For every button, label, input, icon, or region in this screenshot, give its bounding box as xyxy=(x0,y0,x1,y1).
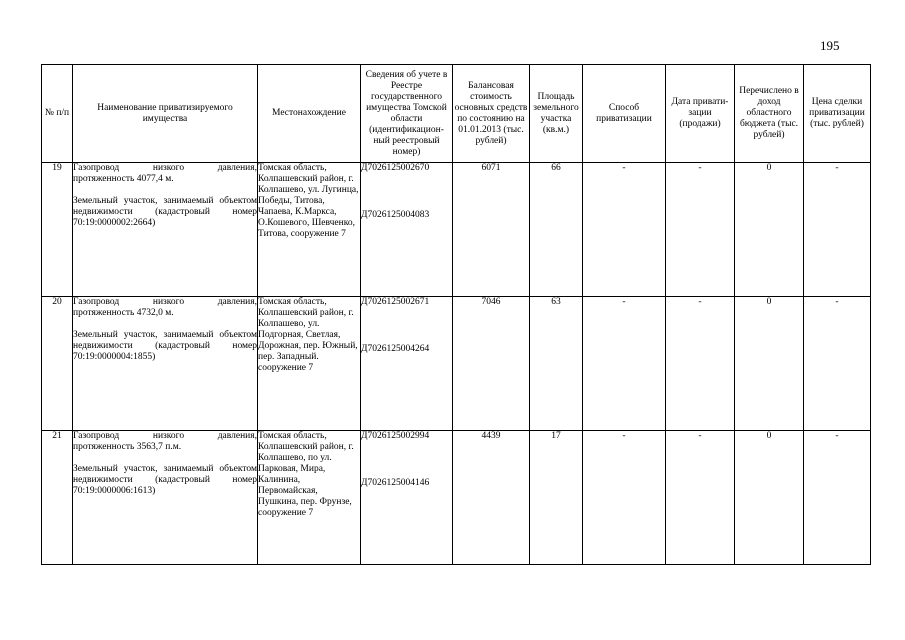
row-number: 20 xyxy=(42,297,73,431)
registry-number-pipeline: Д7026125002994 xyxy=(361,431,430,441)
header-area: Площадь земельного участка (кв.м.) xyxy=(530,65,583,163)
land-area: 63 xyxy=(530,297,583,431)
header-price: Цена сделки приватизации (тыс. рублей) xyxy=(804,65,871,163)
header-date: Дата привати-зации (продажи) xyxy=(666,65,735,163)
row-number: 21 xyxy=(42,431,73,565)
property-name xyxy=(73,431,258,565)
header-transferred: Перечислено в доход областного бюджета (тыс. рублей) xyxy=(735,65,804,163)
location-text: Томская область, Колпашевский район, г. Колпашево, ул. Подгорная, Светлая, Дорожная, пер. Южный, пер. Западный. сооружение 7 xyxy=(258,297,358,373)
balance-value: 7046 xyxy=(453,297,530,431)
property-land-plot: Земельный участок, занимаемый объектом недвижимости (кадастровый номер 70:19:0000004:1855) xyxy=(73,330,257,362)
registry-number-pipeline: Д7026125002671 xyxy=(361,297,430,307)
property-gas-pipeline: Газопровод низкого давления, протяженность 3563,7 п.м. xyxy=(73,431,257,452)
table-row xyxy=(42,297,871,431)
property-gas-pipeline: Газопровод низкого давления, протяженность 4077,4 м. xyxy=(73,163,257,184)
header-method: Способ приватизации xyxy=(583,65,666,163)
deal-price: - xyxy=(804,297,871,431)
property-name xyxy=(73,163,258,297)
privatization-method: - xyxy=(583,163,666,297)
header-num: № п/п xyxy=(42,65,73,163)
land-area: 66 xyxy=(530,163,583,297)
header-registry: Сведения об учете в Реестре государственного имущества Томской области (идентификацион-ный реестровый номер) xyxy=(361,65,453,163)
header-row xyxy=(42,65,871,163)
budget-transferred: 0 xyxy=(735,297,804,431)
privatization-date: - xyxy=(666,297,735,431)
balance-value: 6071 xyxy=(453,163,530,297)
registry-number-land: Д7026125004146 xyxy=(361,478,430,488)
privatization-method: - xyxy=(583,431,666,565)
registry-number-land: Д7026125004083 xyxy=(361,210,430,220)
header-name: Наименование приватизируемого имущества xyxy=(73,65,258,163)
budget-transferred: 0 xyxy=(735,163,804,297)
location-text: Томская область, Колпашевский район, г. Колпашево, ул. Лугинца, Победы, Титова, Чапаева, К.Маркса, О.Кошевого, Шевченко, Титова, сооружение 7 xyxy=(258,163,359,239)
property-land-plot: Земельный участок, занимаемый объектом недвижимости (кадастровый номер 70:19:0000006:1613) xyxy=(73,464,257,496)
header-location: Местонахождение xyxy=(258,65,361,163)
page-number: 195 xyxy=(820,38,840,53)
property-location xyxy=(258,431,361,565)
deal-price: - xyxy=(804,431,871,565)
row-number: 19 xyxy=(42,163,73,297)
balance-value: 4439 xyxy=(453,431,530,565)
privatization-method: - xyxy=(583,297,666,431)
property-name xyxy=(73,297,258,431)
registry-numbers xyxy=(361,163,453,297)
budget-transferred: 0 xyxy=(735,431,804,565)
land-area: 17 xyxy=(530,431,583,565)
registry-number-pipeline: Д7026125002670 xyxy=(361,163,430,173)
property-land-plot: Земельный участок, занимаемый объектом недвижимости (кадастровый номер 70:19:0000002:2664) xyxy=(73,196,257,228)
registry-number-land: Д7026125004264 xyxy=(361,344,430,354)
privatization-date: - xyxy=(666,163,735,297)
privatization-table xyxy=(41,64,871,565)
table-row xyxy=(42,163,871,297)
property-location xyxy=(258,163,361,297)
property-gas-pipeline: Газопровод низкого давления, протяженность 4732,0 м. xyxy=(73,297,257,318)
header-balance: Балансовая стоимость основных средств по состоянию на 01.01.2013 (тыс. рублей) xyxy=(453,65,530,163)
location-text: Томская область, Колпашевский район, г. Колпашево, по ул. Парковая, Мира, Калинина, Первомайская, Пушкина, пер. Фрунзе, сооружение 7 xyxy=(258,431,354,518)
property-location xyxy=(258,297,361,431)
registry-numbers xyxy=(361,297,453,431)
deal-price: - xyxy=(804,163,871,297)
registry-numbers xyxy=(361,431,453,565)
privatization-date: - xyxy=(666,431,735,565)
table-row xyxy=(42,431,871,565)
